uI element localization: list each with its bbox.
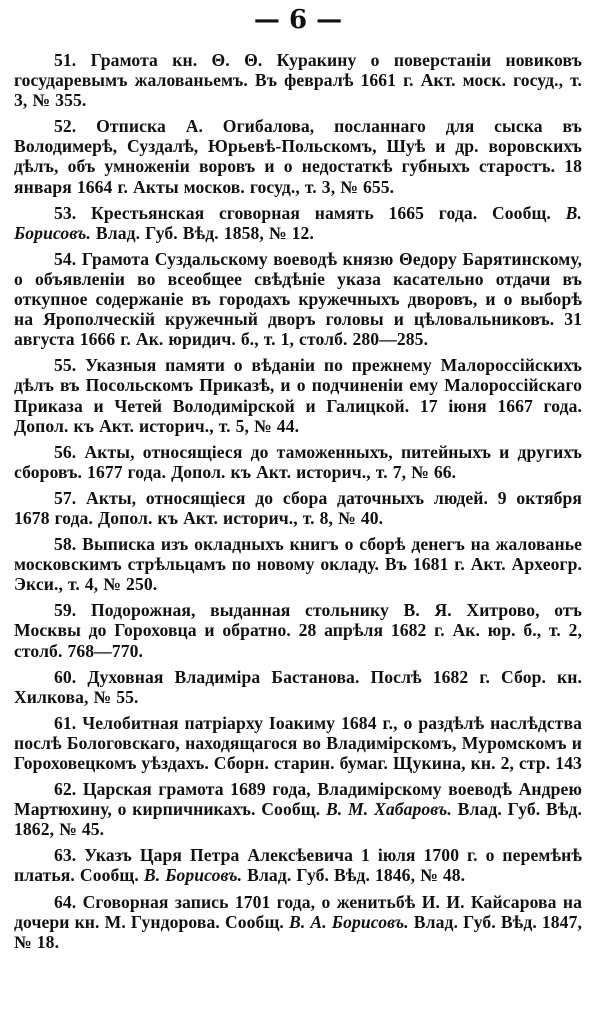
entry-text: Выписка изъ окладныхъ книгъ о сборѣ денегъ на жалованье московскимъ стрѣльцамъ по новому окладу. Въ 1681 г. Акт. Археогр. Экси., т. 4, № 250. [14, 534, 583, 595]
page-number: — 6 — [253, 5, 343, 35]
entry-number: 53. [54, 202, 77, 223]
entry-53 [14, 203, 582, 243]
entry-text: Акты, относящіеся до сбора даточныхъ людей. 9 октября 1678 года. Допол. къ Акт. историч., т. 8, № 40. [14, 487, 583, 528]
entry-text: Подорожная, выданная стольнику В. Я. Хитрово, отъ Москвы до Гороховца и обратно. 28 апрѣля 1682 г. Ак. юр. б., т. 2, столб. 768—770. [14, 600, 583, 661]
entry-number: 57. [54, 487, 77, 508]
entry-number: 55. [54, 355, 77, 376]
entry-text: Царская грамота 1689 года, Владимірскому воеводѣ Андрею Мартюхину, о кирпичникахъ. Сообщ. [14, 779, 582, 820]
entry-57 [14, 488, 582, 528]
entry-list [14, 50, 582, 952]
entry-text: Указъ Царя Петра Алексѣевича 1 іюля 1700 г. о перемѣнѣ платья. Сообщ. [14, 845, 582, 886]
entry-text: Влад. Губ. Вѣд. 1862, № 45. [14, 799, 582, 840]
author-name: В. М. Хабаровъ. [325, 799, 452, 820]
entry-text: Челобитная патріарху Іоакиму 1684 г., о раздѣлѣ наслѣдства послѣ Бологовскаго, находящагося во Владимірскомъ, Муромскомъ и Гороховецкомъ уѣздахъ. Сборн. старин. бумаг. Щукина, кн. 2, стр. 143 [14, 712, 582, 773]
entry-number: 62. [54, 779, 77, 800]
entry-number: 61. [54, 712, 77, 733]
author-name: В. Борисовъ. [143, 865, 243, 886]
entry-55 [14, 355, 582, 435]
entry-number: 58. [54, 534, 77, 555]
entry-number: 63. [54, 845, 77, 866]
entry-54 [14, 249, 582, 349]
entry-number: 59. [54, 600, 77, 621]
entry-text: Влад. Губ. Вѣд. 1846, № 48. [242, 865, 466, 886]
entry-60 [14, 667, 582, 707]
entry-text: Указныя памяти о вѣданіи по прежнему Малороссійскихъ дѣлъ въ Посольскомъ Приказѣ, и о подчиненіи ему Малороссійскаго Приказа и Четей Володимірской и Галицкой. 17 іюня 1667 года. Допол. къ Акт. историч., т. 5, № 44. [14, 355, 583, 436]
entry-number: 54. [54, 248, 77, 269]
entry-text: Крестьянская сговорная намять 1665 года. Сообщ. [91, 202, 566, 223]
entry-text: Отписка А. Огибалова, посланнаго для сыска въ Володимерѣ, Суздалѣ, Юрьевѣ-Польскомъ, Шуѣ и др. воровскихъ дѣлъ, объ умноженіи воровъ и о недостаткѣ губныхъ старостъ. 18 января 1664 г. Акты москов. госуд., т. 3, № 655. [14, 116, 582, 197]
entry-64 [14, 892, 582, 952]
entry-61 [14, 713, 582, 773]
entry-62 [14, 779, 582, 839]
entry-58 [14, 534, 582, 594]
author-name: В. Борисовъ. [14, 202, 582, 243]
entry-number: 60. [54, 666, 77, 687]
entry-52 [14, 116, 582, 196]
entry-number: 56. [54, 441, 77, 462]
entry-56 [14, 442, 582, 482]
entry-number: 52. [54, 116, 77, 137]
entry-text: Акты, относящіеся до таможенныхъ, питейныхъ и другихъ сборовъ. 1677 года. Допол. къ Акт. историч., т. 7, № 66. [14, 441, 583, 482]
entry-text: Влад. Губ. Вѣд. 1847, № 18. [14, 911, 582, 952]
entry-text: Духовная Владиміра Бастанова. Послѣ 1682 г. Сбор. кн. Хилкова, № 55. [14, 666, 582, 707]
entry-number: 64. [54, 891, 77, 912]
entry-63 [14, 845, 582, 885]
entry-text: Сговорная запись 1701 года, о женитьбѣ И. И. Кайсарова на дочери кн. М. Гундорова. Сообщ. [14, 891, 582, 932]
entry-text: Влад. Губ. Вѣд. 1858, № 12. [90, 222, 314, 243]
author-name: В. А. Борисовъ. [288, 911, 409, 932]
entry-text: Грамота Суздальскому воеводѣ князю Θедору Барятинскому, о объявленіи во всеобщее свѣдѣніе указа касательно отдачи въ откупное содержаніе въ городахъ кружечныхъ дворовъ, и о выборѣ на Ярополческій кружечный дворъ головы и цѣловальниковъ. 31 августа 1666 г. Ак. юридич. б., т. 1, столб. 280—285. [14, 248, 583, 350]
entry-number: 51. [54, 50, 77, 70]
entry-text: Грамота кн. Θ. Θ. Куракину о поверстаніи новиковъ государевымъ жалованьемъ. Въ февралѣ 1661 г. Акт. моск. госуд., т. 3, № 355. [14, 50, 583, 111]
entry-59 [14, 600, 582, 660]
entry-51 [14, 50, 582, 110]
